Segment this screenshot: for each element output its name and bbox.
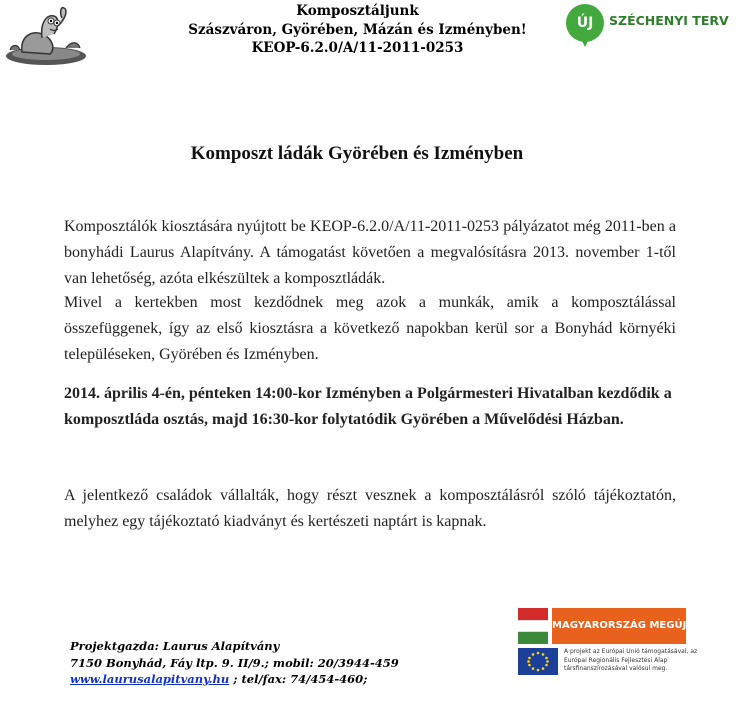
compost-mascot-icon: [2, 4, 88, 66]
paragraph-intro-text: Komposztálók kiosztására nyújtott be KEOP-6.2.0/A/11-2011-0253 pályázatot még 2011-ben a bonyhádi Laurus Alapítvány. A támogatást követően a megvalósításra 2013. november 1-től van lehetőség, azóta elkészültek a komposztládák.: [64, 218, 676, 287]
magyarorszag-megujul-text: MAGYARORSZÁG MEGÚJUL: [552, 608, 686, 644]
hungarian-flag-icon: [518, 608, 548, 644]
paragraph-event-details: [64, 381, 676, 433]
footer-contact: [70, 638, 399, 688]
footer-address: 7150 Bonyhád, Fáy ltp. 9. II/9.; mobil: 20/3944-459: [70, 655, 399, 670]
paragraph-distribution: [64, 290, 676, 368]
uj-badge: ÚJ: [566, 4, 604, 42]
footer-project-owner: Projektgazda: Laurus Alapítvány: [70, 639, 280, 653]
eu-funding-text: A projekt az Európai Unió támogatásával, az Európai Regionális Fejlesztési Alap társfinanszírozásával valósul meg.: [564, 648, 698, 672]
eu-funding-logo: [518, 648, 718, 678]
document-header: [110, 0, 605, 58]
eu-flag-icon: [518, 648, 558, 675]
footer-web-line: [70, 671, 399, 688]
szechenyi-terv-logo: [566, 4, 736, 52]
paragraph-event-details-text: 2014. április 4-én, pénteken 14:00-kor Izményben a Polgármesteri Hivatalban kezdődik a komposztláda osztás, majd 16:30-kor folytatódik Györében a Művelődési Házban.: [64, 385, 672, 428]
footer-phone: ; tel/fax: 74/454-460;: [229, 672, 368, 686]
szechenyi-terv-text: SZÉCHENYI TERV: [609, 13, 729, 28]
magyarorszag-megujul-logo: [518, 608, 701, 644]
paragraph-intro: [64, 214, 676, 292]
header-title: Komposztáljunk: [296, 3, 419, 19]
header-subtitle: Szászváron, Györében, Mázán és Izményben!: [188, 21, 527, 38]
paragraph-families: [64, 483, 676, 535]
header-project-code: KEOP-6.2.0/A/11-2011-0253: [251, 40, 464, 56]
paragraph-families-text: A jelentkező családok vállalták, hogy részt vesznek a komposztálásról szóló tájékoztatón, melyhez egy tájékoztató kiadványt és kertészeti naptárt is kapnak.: [64, 487, 676, 530]
page-title: Komposzt ládák Györében és Izményben: [190, 143, 524, 164]
website-link[interactable]: www.laurusalapitvany.hu: [70, 672, 230, 686]
paragraph-distribution-text: Mivel a kertekben most kezdődnek meg azok a munkák, amik a komposztálással összefüggenek, így az első kiosztásra a következő napokban kerül sor a Bonyhád környéki településeken, Györében és Izményben.: [64, 294, 676, 363]
